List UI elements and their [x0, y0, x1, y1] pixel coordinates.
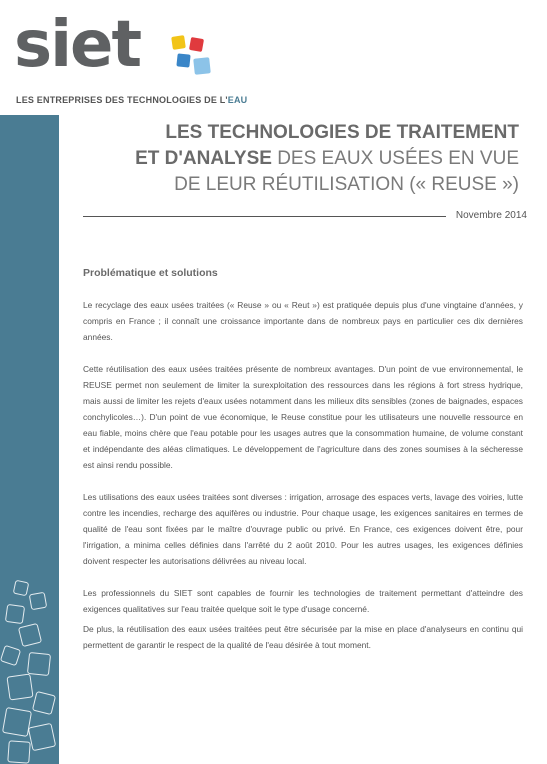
paragraph: Les utilisations des eaux usées traitées sont diverses : irrigation, arrosage des espaces verts, lavage des voiries, lutte contre les incendies, recharge des aquifères ou industrie. Pour chaque usage, les exigences sanitaires en termes de qualité de l'eau sont fixées par le maître d'ouvrage public ou privé. En France, ces exigences doivent être, pour l'irrigation, a minima celles définies dans l'arrêté du 2 août 2010. Pour les autres usages, les exigences définies doivent respecter les autorisations délivrées au niveau local.: [83, 492, 523, 566]
publication-date: Novembre 2014: [455, 210, 527, 221]
paragraph: De plus, la réutilisation des eaux usées traitées peut être sécurisée par la mise en place d'analyseurs en continu qui permettent de garantir le respect de la qualité de l'eau désirée à tout moment.: [83, 624, 523, 650]
paragraph: Cette réutilisation des eaux usées traitées présente de nombreux avantages. D'un point de vue environnemental, le REUSE permet non seulement de limiter la surexploitation des ressources dans les régions à fort stress hydrique, mais aussi de limiter les rejets d'eaux usées notamment dans les milieux dits sensibles (zones de baignades, espaces conchylicoles…). D'un point de vue économique, le Reuse constitue pour les utilisateurs une nouvelle ressource en eau fiable, moins chère que l'eau potable pour les usages autres que la consommation humaine, de volume constant et indépendante des aléas climatiques. Le développement de l'agriculture dans des zones soumises à la sécheresse est ainsi rendu possible.: [83, 364, 523, 470]
decorative-squares: [0, 575, 59, 764]
paragraph: Le recyclage des eaux usées traitées (« Reuse » ou « Reut ») est pratiquée depuis plus d'une vingtaine d'années, y compris en France ; il connaît une croissance importante dans de nombreux pays en particulier ces dix dernières années.: [83, 300, 523, 342]
logo-squares-icon: [172, 36, 222, 86]
logo-area: [0, 0, 547, 115]
body-text: [83, 297, 523, 669]
paragraph: Les professionnels du SIET sont capables de fournir les technologies de traitement permettant d'atteindre des exigences qualitatives sur l'eau traitée quelque soit le type d'usage concerné.: [83, 588, 523, 614]
title-divider: [83, 216, 446, 217]
brand-tagline: LES ENTREPRISES DES TECHNOLOGIES DE L'EAU: [16, 95, 248, 105]
page-title: LES TECHNOLOGIES DE TRAITEMENT ET D'ANALYSE DES EAUX USÉES EN VUE DE LEUR RÉUTILISATION (« REUSE »): [135, 122, 519, 195]
logo-wordmark: siet: [14, 8, 141, 82]
section-heading: Problématique et solutions: [83, 267, 218, 279]
